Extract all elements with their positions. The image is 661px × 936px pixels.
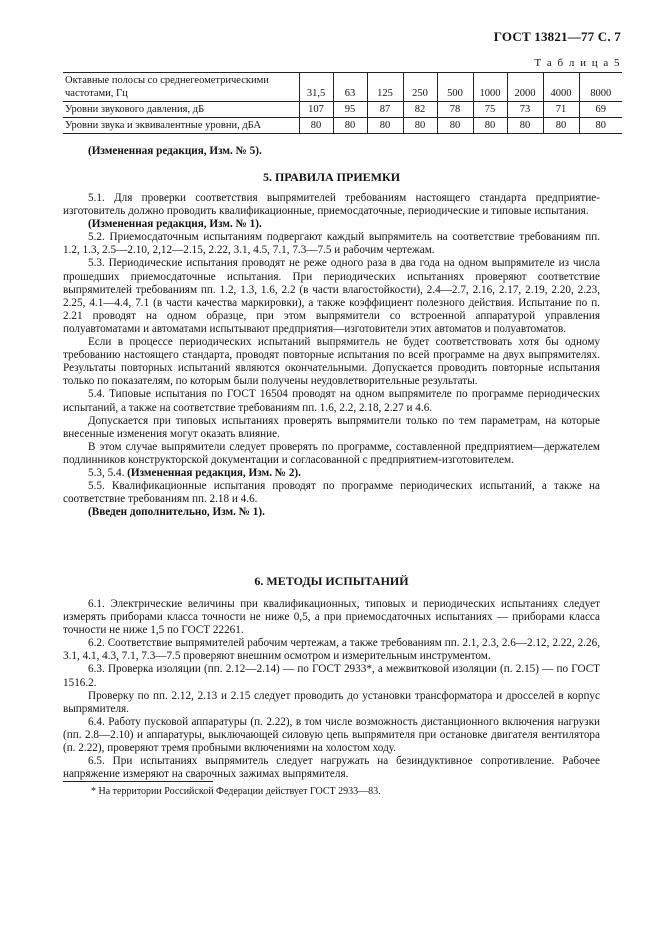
table-cell: 1000 bbox=[473, 73, 507, 102]
table-cell: 80 bbox=[299, 118, 333, 134]
paragraph: 5.1. Для проверки соответствия выпрямителей требованиям настоящего стандарта предприятие-изготовитель должно проводить квалификационные, приемосдаточные, периодические и типовые испытания. bbox=[63, 192, 600, 218]
noise-levels-table bbox=[63, 72, 622, 134]
section-6-body bbox=[63, 598, 600, 781]
table-body bbox=[63, 73, 622, 134]
table-cell: 80 bbox=[333, 118, 367, 134]
note-after-table bbox=[63, 145, 600, 158]
row-label: Октавные полосы со среднегеометрическими частотами, Гц bbox=[63, 73, 299, 102]
section-5-title: 5. ПРАВИЛА ПРИЕМКИ bbox=[262, 170, 401, 184]
paragraph: 5.5. Квалификационные испытания проводят по программе периодических испытаний, а также на соответствие требованиям пп. 2.18 и 4.6. bbox=[63, 480, 600, 506]
paragraph: 5.2. Приемосдаточным испытаниям подвергают каждый выпрямитель на соответствие требованиям пп. 1.2, 1.3, 2.5—2.10, 2,12—2.15, 2.22, 3.1, 4.5, 7.1, 7.3—7.5 и рабочим чертежам. bbox=[63, 231, 600, 257]
paragraph: В этом случае выпрямители следует проверять по программе, составленной предприятием—держателем подлинников конструкторской документации и согласованной с предприятием-изготовителем. bbox=[63, 440, 600, 466]
table-cell: 250 bbox=[403, 73, 437, 102]
paragraph: 5.3. Периодические испытания проводят не реже одного раза в два года на одном выпрямителе из числа прошедших приемосдаточные испытания. При периодических испытаниях проверяют соответствие выпрямителей требованиям пп. 1.2, 1.3, 1.6, 2.2 (в части влагостойкости), 2.4—2.7, 2.16, 2.17, 2.19, 2.20, 2.23, 2.25, 4.1—4.4, 7.1 (в части качества маркировки), а также коэффициент полезного действия. Испытание по п. 2.21 проводят на одном образце, при этом выпрямители со встроенной аппаратурой управления полуавтоматами и автоматами испытывают предприятия—изготовители этих автоматов и полуавтоматов. bbox=[63, 257, 600, 335]
amendment-note: (Измененная редакция, Изм. № 2). bbox=[127, 466, 301, 479]
table-row bbox=[63, 73, 622, 102]
table-cell: 31,5 bbox=[299, 73, 333, 102]
table-cell: 71 bbox=[543, 102, 579, 118]
paragraph: 6.1. Электрические величины при квалификационных, типовых и периодических испытаниях следует измерять приборами класса точности не ниже 0,5, а при приемосдаточных испытаниях — приборами класса точности не ниже 1,5 по ГОСТ 22261. bbox=[63, 598, 600, 637]
paragraph: 5.4. Типовые испытания по ГОСТ 16504 проводят на одном выпрямителе по программе периодических испытаний, а также на соответствие требованиям пп. 1.6, 2.2, 2.18, 2.27 и 4.6. bbox=[63, 388, 600, 414]
table-cell: 78 bbox=[437, 102, 473, 118]
table-row bbox=[63, 118, 622, 134]
paragraph: 6.3. Проверка изоляции (пп. 2.12—2.14) — по ГОСТ 2933*, а межвитковой изоляции (п. 2.15) — по ГОСТ 1516.2. bbox=[63, 663, 600, 689]
paragraph: Если в процессе периодических испытаний выпрямитель не будет соответствовать хотя бы одному требованию настоящего стандарта, проводят повторные испытания по всей программе на двух выпрямителях. Результаты повторных испытаний являются окончательными. Допускается проводить повторные испытания только по показателям, по которым были получены неудовлетворительные результаты. bbox=[63, 336, 600, 388]
paragraph: 6.4. Работу пусковой аппаратуры (п. 2.22), в том числе возможность дистанционного включения нагрузки (пп. 2.8—2.10) и аппаратуры, выключающей силовую цепь выпрямителя при остановке двигателя вентилятора (п. 2.22), проверяют тремя пробными включениями на холостом ходу. bbox=[63, 715, 600, 755]
table-cell: 8000 bbox=[579, 73, 622, 102]
section-6-title: 6. МЕТОДЫ ИСПЫТАНИЙ bbox=[254, 574, 409, 588]
paragraph: Проверку по пп. 2.12, 2.13 и 2.15 следует проводить до установки трансформатора и дросселей в корпус выпрямителя. bbox=[63, 689, 600, 715]
paragraph: 6.5. При испытаниях выпрямитель следует нагружать на безиндуктивное сопротивление. Рабочее напряжение измеряют на сварочных зажимах выпрямителя. bbox=[63, 755, 600, 781]
table-cell: 87 bbox=[367, 102, 403, 118]
table-cell: 95 bbox=[333, 102, 367, 118]
table-cell: 80 bbox=[367, 118, 403, 134]
table-caption: Т а б л и ц а 5 bbox=[534, 57, 621, 69]
table-cell: 80 bbox=[507, 118, 543, 134]
row-label: Уровни звука и эквивалентные уровни, дБА bbox=[63, 118, 299, 134]
paragraph: 6.2. Соответствие выпрямителей рабочим чертежам, а также требованиям пп. 2.1, 2.3, 2.6—2.12, 2.22, 2.26, 3.1, 4.1, 4.3, 7.1, 7.3—7.5 проверяют внешним осмотром и измерительным инструментом. bbox=[63, 637, 600, 663]
table-cell: 80 bbox=[579, 118, 622, 134]
table-cell: 80 bbox=[473, 118, 507, 134]
table-cell: 125 bbox=[367, 73, 403, 102]
footnote: * На территории Российской Федерации действует ГОСТ 2933—83. bbox=[91, 786, 381, 797]
table-row bbox=[63, 102, 622, 118]
paragraph-text: 5.3, 5.4. bbox=[88, 466, 128, 479]
table-cell: 75 bbox=[473, 102, 507, 118]
row-label: Уровни звукового давления, дБ bbox=[63, 102, 299, 118]
table-cell: 69 bbox=[579, 102, 622, 118]
table-cell: 80 bbox=[543, 118, 579, 134]
table-cell: 80 bbox=[403, 118, 437, 134]
section-5-body bbox=[63, 192, 600, 519]
amendment-note: (Измененная редакция, Изм. № 1). bbox=[88, 218, 262, 231]
paragraph: Допускается при типовых испытаниях проверять выпрямители только по тем параметрам, на которые внесенные изменения могут оказать влияние. bbox=[63, 414, 600, 440]
table-cell: 80 bbox=[437, 118, 473, 134]
paragraph bbox=[63, 467, 600, 480]
amendment-note: (Введен дополнительно, Изм. № 1). bbox=[88, 506, 265, 519]
table-cell: 63 bbox=[333, 73, 367, 102]
amendment-note: (Измененная редакция, Изм. № 5). bbox=[88, 145, 262, 157]
table-cell: 4000 bbox=[543, 73, 579, 102]
footnote-rule bbox=[63, 781, 213, 782]
table-cell: 2000 bbox=[507, 73, 543, 102]
table-cell: 107 bbox=[299, 102, 333, 118]
table-cell: 73 bbox=[507, 102, 543, 118]
page-header: ГОСТ 13821—77 С. 7 bbox=[493, 29, 621, 44]
table-cell: 500 bbox=[437, 73, 473, 102]
table-cell: 82 bbox=[403, 102, 437, 118]
